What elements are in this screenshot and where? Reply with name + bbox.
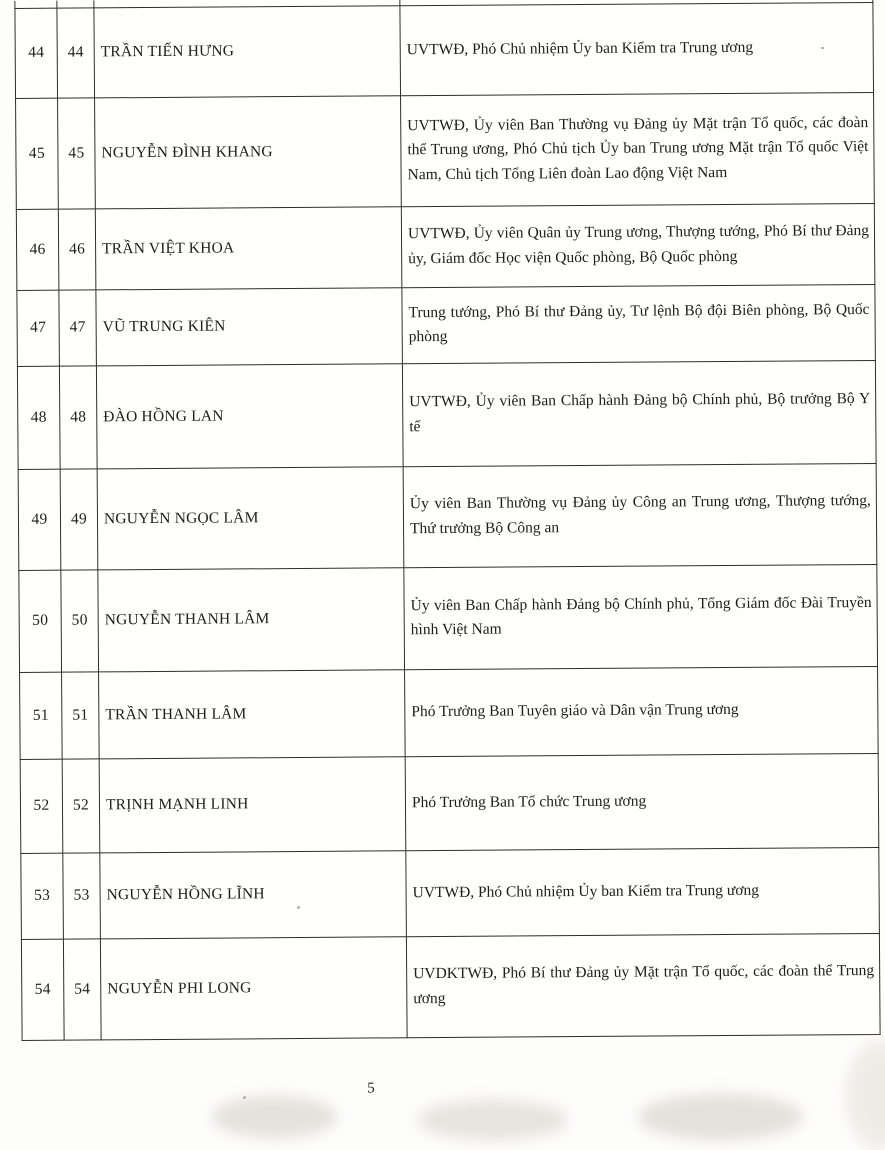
position-cell: Ủy viên Ban Thường vụ Đảng ủy Công an Trung ương, Thượng tướng, Thứ trưởng Bộ Công an: [403, 463, 877, 567]
row-number-secondary-cell: 52: [62, 758, 100, 852]
table-row: [21, 933, 880, 1040]
name-cell: NGUYỄN THANH LÂM: [98, 567, 405, 671]
name-cell: ĐÀO HỒNG LAN: [96, 363, 403, 468]
table-row: [20, 666, 879, 759]
row-number-cell: 50: [19, 570, 62, 672]
table-row: [17, 360, 876, 469]
table-row: [16, 203, 875, 290]
row-number-cell: 44: [15, 8, 58, 98]
position-cell: UVDKTWĐ, Phó Bí thư Đảng ủy Mặt trận Tổ quốc, các đoàn thể Trung ương: [406, 933, 880, 1037]
row-number-cell: 51: [20, 672, 63, 759]
row-number-secondary-cell: 46: [58, 208, 96, 289]
row-number-secondary-cell: 49: [60, 468, 98, 569]
table-row: [20, 753, 879, 853]
name-cell: TRẦN VIỆT KHOA: [95, 206, 402, 289]
name-cell: NGUYỄN HỒNG LĨNH: [100, 850, 407, 938]
table-row: [16, 92, 875, 209]
row-number-secondary-cell: 51: [62, 671, 100, 758]
row-number-secondary-cell: 48: [59, 365, 97, 468]
table-row: [19, 564, 878, 672]
position-cell: UVTWĐ, Ủy viên Ban Chấp hành Đảng bộ Chính phủ, Bộ trưởng Bộ Y tế: [402, 360, 876, 466]
name-cell: VŨ TRUNG KIÊN: [96, 287, 403, 365]
position-cell: UVTWĐ, Ủy viên Quân ủy Trung ương, Thượng tướng, Phó Bí thư Đảng ủy, Giám đốc Học viện Quốc phòng, Bộ Quốc phòng: [401, 203, 875, 287]
row-number-secondary-cell: 44: [57, 7, 95, 97]
row-number-cell: 53: [21, 853, 64, 939]
officials-table: [14, 0, 880, 1040]
position-cell: Trung tướng, Phó Bí thư Đảng ủy, Tư lệnh Bộ đội Biên phòng, Bộ Quốc phòng: [402, 284, 876, 363]
row-number-secondary-cell: 50: [61, 569, 99, 671]
position-cell: Phó Trưởng Ban Tổ chức Trung ương: [405, 753, 879, 850]
name-cell: NGUYỄN PHI LONG: [100, 936, 407, 1039]
position-cell: UVTWĐ, Phó Chủ nhiệm Ủy ban Kiểm tra Trung ương: [406, 847, 880, 936]
table-row: [17, 284, 876, 366]
table-row: [21, 847, 880, 939]
position-cell: UVTWĐ, Phó Chủ nhiệm Ủy ban Kiểm tra Trung ương: [400, 2, 874, 95]
name-cell: NGUYỄN ĐÌNH KHANG: [95, 95, 402, 208]
row-number-cell: 52: [20, 759, 63, 853]
position-cell: Ủy viên Ban Chấp hành Đảng bộ Chính phủ, Tổng Giám đốc Đài Truyền hình Việt Nam: [404, 564, 878, 669]
row-number-cell: 54: [21, 939, 64, 1040]
name-cell: NGUYỄN NGỌC LÂM: [97, 466, 404, 569]
row-number-cell: 46: [16, 209, 59, 290]
row-number-secondary-cell: 47: [59, 289, 97, 365]
table-row: [15, 2, 874, 98]
table-row: [18, 463, 877, 570]
row-number-cell: 49: [18, 469, 61, 570]
position-cell: Phó Trưởng Ban Tuyên giáo và Dân vận Trung ương: [405, 666, 879, 756]
page-number: 5: [367, 1080, 375, 1097]
name-cell: TRẦN THANH LÂM: [99, 669, 406, 758]
row-number-secondary-cell: 54: [63, 938, 101, 1039]
row-number-secondary-cell: 53: [63, 852, 101, 938]
position-cell: UVTWĐ, Ủy viên Ban Thường vụ Đảng ủy Mặt trận Tổ quốc, các đoàn thể Trung ương, Phó Chủ tịch Ủy ban Trung ương Mặt trận Tổ quốc Việt Nam, Chủ tịch Tổng Liên đoàn Lao động Việt Nam: [401, 92, 875, 206]
row-number-cell: 47: [17, 290, 60, 366]
row-number-cell: 45: [16, 98, 59, 209]
name-cell: TRỊNH MẠNH LINH: [99, 756, 406, 852]
name-cell: TRẦN TIẾN HƯNG: [94, 5, 401, 97]
row-number-secondary-cell: 45: [58, 97, 96, 208]
row-number-cell: 48: [17, 366, 60, 469]
